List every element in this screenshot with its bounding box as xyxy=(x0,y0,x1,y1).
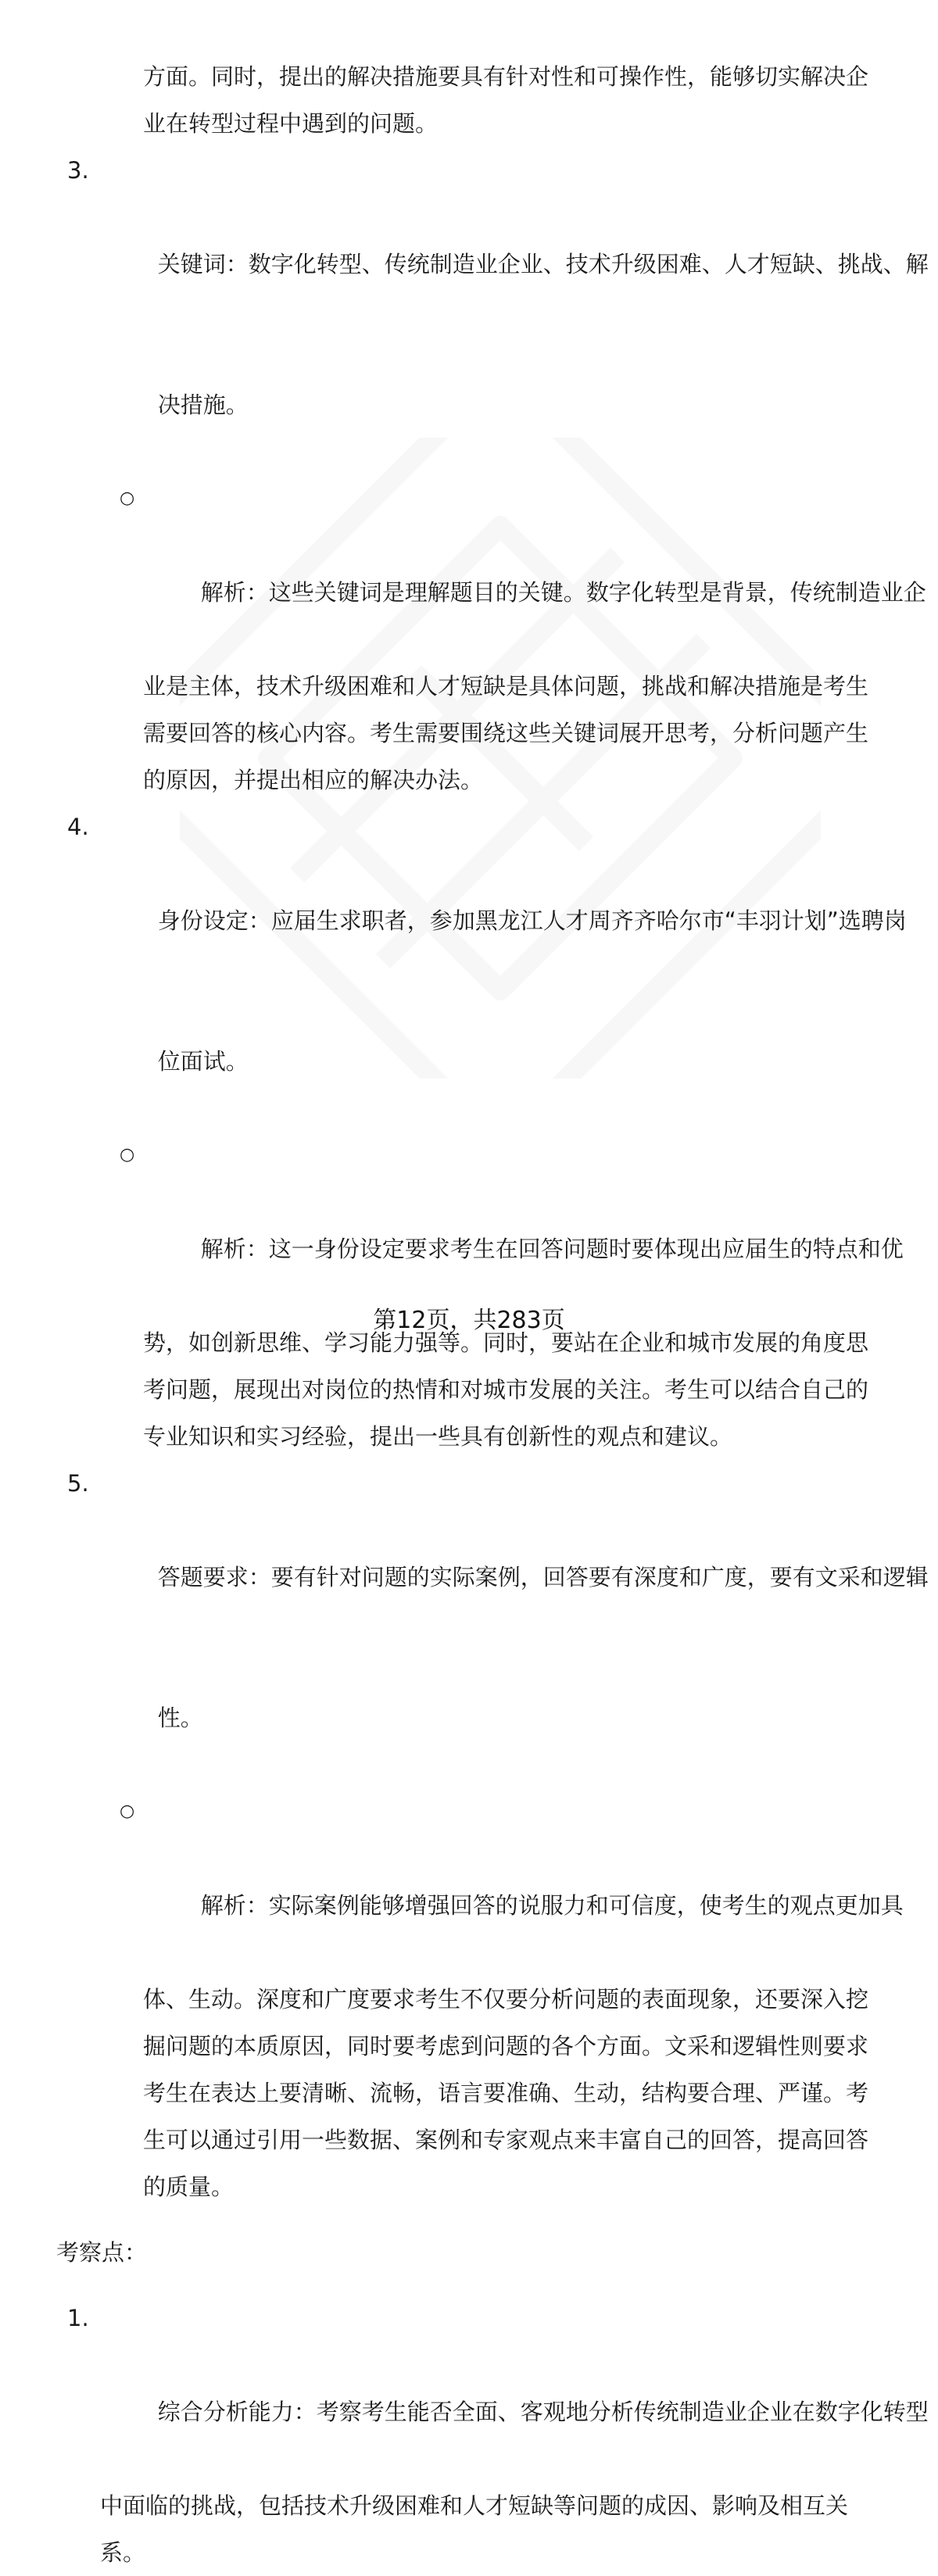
text-line: 身份设定：应届生求职者，参加黑龙江人才周齐齐哈尔市“丰羽计划”选聘岗 xyxy=(157,907,907,934)
list-item-line xyxy=(67,2295,929,2482)
text-line: 解析：这些关键词是理解题目的关键。数字化转型是背景，传统制造业企 xyxy=(200,579,926,606)
analysis-line xyxy=(120,1132,904,1319)
section-heading: 考察点： xyxy=(56,2239,148,2266)
circle-bullet-icon: ○ xyxy=(120,1145,135,1165)
analysis-line: 掘问题的本质原因，同时要考虑到问题的各个方面。文采和逻辑性则要求 xyxy=(143,2033,869,2059)
list-item-line xyxy=(100,1648,893,1788)
analysis-line xyxy=(120,475,926,663)
list-item-line xyxy=(100,991,893,1132)
list-item-line xyxy=(67,147,929,335)
text-line: 关键词：数字化转型、传统制造业企业、技术升级困难、人才短缺、挑战、解 xyxy=(157,251,929,277)
list-number: 5. xyxy=(67,1470,89,1497)
list-item-3 xyxy=(0,147,938,803)
list-item-line: 中面临的挑战，包括技术升级困难和人才短缺等问题的成因、影响及相互关 xyxy=(100,2492,849,2519)
text-line: 性。 xyxy=(157,1705,203,1731)
circle-bullet-icon: ○ xyxy=(120,488,135,508)
text-line: 答题要求：要有针对问题的实际案例，回答要有深度和广度，要有文采和逻辑 xyxy=(157,1564,929,1590)
analysis-line: 考生在表达上要清晰、流畅，语言要准确、生动，结构要合理、严谨。考 xyxy=(143,2080,869,2106)
list-number: 4. xyxy=(67,814,89,840)
analysis-line: 业是主体，技术升级困难和人才短缺是具体问题，挑战和解决措施是考生 xyxy=(143,673,869,699)
text-line: 位面试。 xyxy=(157,1048,249,1075)
circle-bullet-icon: ○ xyxy=(120,1801,135,1821)
list-item-5 xyxy=(0,1460,938,2210)
section-list-item-1 xyxy=(0,2295,938,2576)
analysis-line: 考问题，展现出对岗位的热情和对城市发展的关注。考生可以结合自己的 xyxy=(143,1376,869,1403)
analysis-line: 生可以通过引用一些数据、案例和专家观点来丰富自己的回答，提高回答 xyxy=(143,2127,869,2153)
list-item-line xyxy=(100,335,893,475)
text-line: 决措施。 xyxy=(157,392,249,418)
list-item-line xyxy=(67,803,907,991)
analysis-line: 势，如创新思维、学习能力强等。同时，要站在企业和城市发展的角度思 xyxy=(143,1329,869,1356)
list-number: 3. xyxy=(67,157,89,184)
text-line: 业在转型过程中遇到的问题。 xyxy=(143,110,439,137)
list-item-4 xyxy=(0,803,938,1460)
list-item-line: 系。 xyxy=(100,2539,146,2566)
text-line: 解析：这一身份设定要求考生在回答问题时要体现出应届生的特点和优 xyxy=(200,1236,904,1262)
text-line: 解析：实际案例能够增强回答的说服力和可信度，使考生的观点更加具 xyxy=(200,1892,904,1919)
analysis-line: 的质量。 xyxy=(143,2174,234,2200)
analysis-line xyxy=(120,1788,904,1976)
analysis-line: 体、生动。深度和广度要求考生不仅要分析问题的表面现象，还要深入挖 xyxy=(143,1986,869,2012)
intro-paragraph xyxy=(0,53,938,147)
analysis-line: 专业知识和实习经验，提出一些具有创新性的观点和建议。 xyxy=(143,1423,733,1450)
text-line: 综合分析能力：考察考生能否全面、客观地分析传统制造业企业在数字化转型 xyxy=(157,2399,929,2425)
analysis-line: 的原因，并提出相应的解决办法。 xyxy=(143,767,484,793)
list-number: 1. xyxy=(67,2305,89,2331)
page-footer: 第12页，共283页 xyxy=(373,1307,565,1334)
analysis-line: 需要回答的核心内容。考生需要围绕这些关键词展开思考，分析问题产生 xyxy=(143,720,869,746)
text-line: 方面。同时，提出的解决措施要具有针对性和可操作性，能够切实解决企 xyxy=(143,63,869,90)
list-item-line xyxy=(67,1460,929,1648)
